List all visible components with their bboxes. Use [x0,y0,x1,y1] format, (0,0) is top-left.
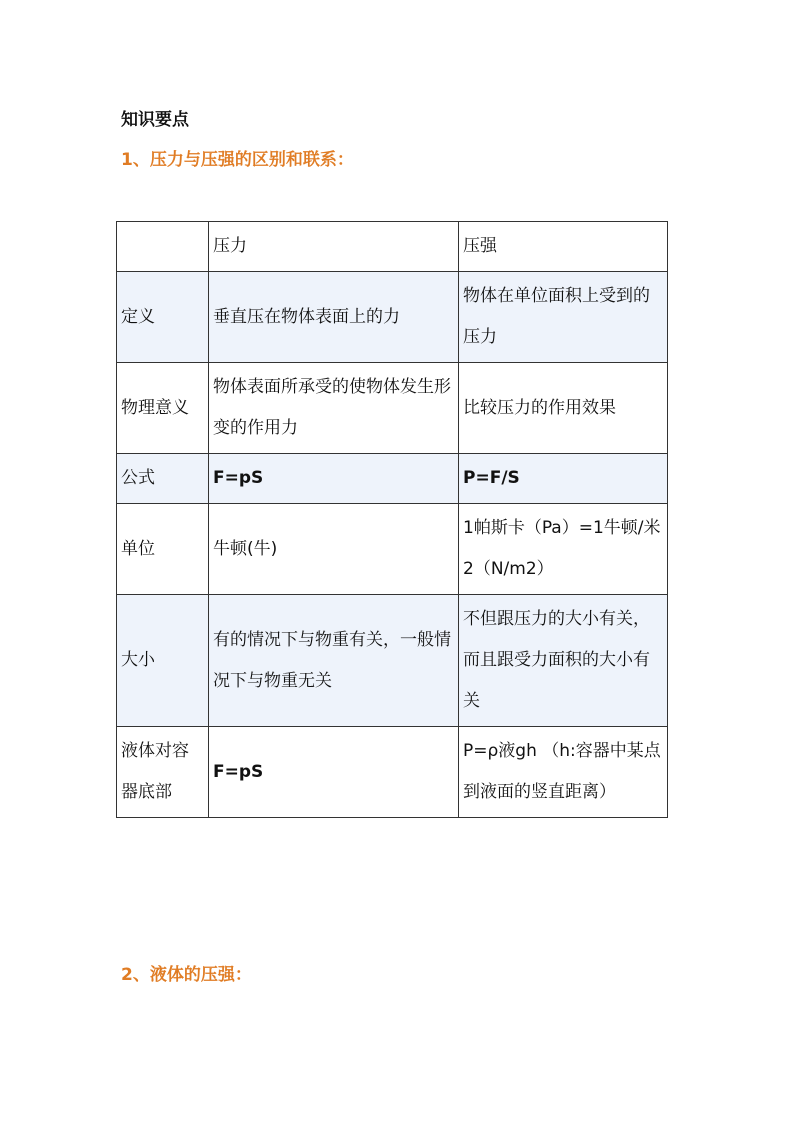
cell-pressure-force: F=pS [209,454,459,504]
section-heading-2: 2、液体的压强： [121,965,252,985]
row-label: 大小 [117,595,209,727]
row-label: 液体对容器底部 [117,727,209,818]
table-row [117,504,668,595]
cell-pressure: 比较压力的作用效果 [459,363,668,454]
header-cell-empty [117,222,209,272]
row-label: 定义 [117,272,209,363]
header-cell-pressure-force: 压力 [209,222,459,272]
cell-pressure: 物体在单位面积上受到的压力 [459,272,668,363]
page-title: 知识要点 [121,110,189,130]
comparison-table [116,221,668,818]
cell-pressure: P=F/S [459,454,668,504]
row-label: 公式 [117,454,209,504]
cell-pressure-force: 有的情况下与物重有关，一般情况下与物重无关 [209,595,459,727]
cell-pressure: P=ρ液gh （h:容器中某点到液面的竖直距离） [459,727,668,818]
row-label: 物理意义 [117,363,209,454]
cell-pressure: 不但跟压力的大小有关，而且跟受力面积的大小有关 [459,595,668,727]
table-row [117,595,668,727]
header-cell-pressure: 压强 [459,222,668,272]
table-row [117,454,668,504]
cell-pressure-force: 垂直压在物体表面上的力 [209,272,459,363]
cell-pressure-force: F=pS [209,727,459,818]
cell-pressure: 1帕斯卡（Pa）=1牛顿/米2（N/m2） [459,504,668,595]
section-heading-1: 1、压力与压强的区别和联系： [121,150,354,170]
cell-pressure-force: 牛顿(牛) [209,504,459,595]
cell-pressure-force: 物体表面所承受的使物体发生形变的作用力 [209,363,459,454]
row-label: 单位 [117,504,209,595]
table-row [117,272,668,363]
table-row [117,727,668,818]
table-header-row [117,222,668,272]
table-row [117,363,668,454]
